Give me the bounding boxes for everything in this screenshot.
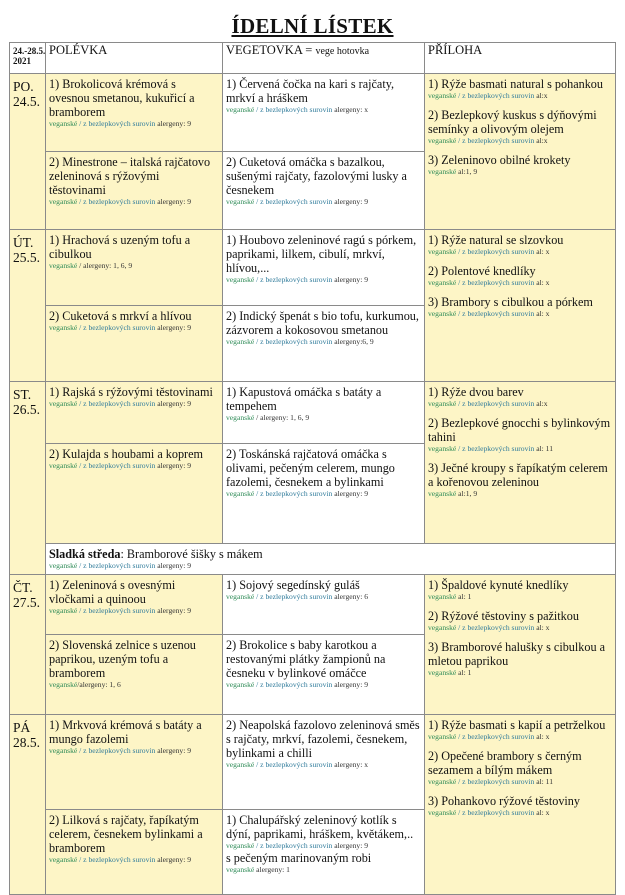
side-dish-name: 3) Zeleninovo obilné krokety	[428, 153, 571, 167]
soup-cell	[46, 74, 223, 152]
soup-cell	[46, 152, 223, 230]
veg-cell	[223, 635, 425, 715]
soup-name: 2) Kulajda s houbami a koprem	[49, 447, 203, 461]
side-dish-name: 1) Špaldové kynuté knedlíky	[428, 578, 569, 592]
side-dish-name: 3) Brambory s cibulkou a pórkem	[428, 295, 593, 309]
dish-meta: veganské / z bezlepkových surovin alergeny: 9	[49, 855, 192, 864]
dish-meta: veganské / z bezlepkových surovin al: x	[428, 808, 550, 817]
side-dish	[428, 578, 611, 602]
dish-meta: veganské alergeny: 1	[226, 865, 290, 874]
dish-meta: veganské al:1, 9	[428, 167, 478, 176]
soup-cell	[46, 810, 223, 895]
dish-meta: veganské / z bezlepkových surovin al: x	[428, 309, 550, 318]
side-cell	[425, 74, 616, 230]
soup-cell	[46, 382, 223, 444]
soup-name: 2) Minestrone – italská rajčatovo zeleninová s rýžovými těstovinami	[49, 155, 211, 197]
side-dish	[428, 264, 611, 288]
side-dish-name: 1) Rýže basmati natural s pohankou	[428, 77, 603, 91]
dish-meta: veganské / z bezlepkových surovin alergeny: 9	[49, 119, 192, 128]
side-dish	[428, 153, 611, 177]
dish-meta: veganské / z bezlepkových surovin alergeny: 9	[226, 197, 369, 206]
soup-cell	[46, 306, 223, 382]
side-dish	[428, 718, 611, 742]
veg-cell	[223, 575, 425, 635]
day-label: PO. 24.5.	[10, 74, 46, 230]
date-range-header: 24.-28.5. 2021	[10, 43, 46, 74]
soup-cell	[46, 575, 223, 635]
header-row	[10, 43, 616, 74]
veg-column-header: VEGETOVKA = vege hotovka	[223, 43, 425, 74]
dish-meta: veganské / z bezlepkových surovin al: x	[428, 623, 550, 632]
dish-meta: veganské al: 1	[428, 592, 472, 601]
soup-name: 1) Rajská s rýžovými těstovinami	[49, 385, 213, 399]
dish-meta: veganské / z bezlepkových surovin al:x	[428, 399, 548, 408]
sweet-cell	[46, 544, 616, 575]
dish-meta: veganské / z bezlepkových surovin alergeny: 9	[49, 399, 192, 408]
side-dish	[428, 640, 611, 678]
dish-meta: veganské / z bezlepkových surovin alergeny: 9	[49, 323, 192, 332]
soup-cell	[46, 230, 223, 306]
side-dish-name: 3) Ječné kroupy s řapíkatým celerem a kořenovou zeleninou	[428, 461, 608, 489]
veg-name: 1) Sojový segedínský guláš	[226, 578, 360, 592]
veg-name: 1) Chalupářský zeleninový kotlík s dýní, paprikami, hráškem, květákem,..	[226, 813, 414, 841]
dish-meta: veganské / alergeny: 1, 6, 9	[226, 413, 310, 422]
veg-name: 2) Neapolská fazolovo zeleninová směs s rajčaty, mrkví, fazolemi, česnekem, bylinkami a chilli	[226, 718, 420, 760]
day-row	[10, 382, 616, 444]
soup-name: 1) Hrachová s uzeným tofu a cibulkou	[49, 233, 191, 261]
veg-name: 1) Houbovo zeleninové ragú s pórkem, paprikami, lilkem, cibulí, mrkví, hlívou,...	[226, 233, 417, 275]
side-dish	[428, 295, 611, 319]
side-dish	[428, 461, 611, 499]
side-dish	[428, 77, 611, 101]
soup-name: 1) Mrkvová krémová s batáty a mungo fazolemi	[49, 718, 202, 746]
soup-name: 2) Lilková s rajčaty, řapíkatým celerem, česnekem bylinkami a bramborem	[49, 813, 203, 855]
dish-meta: veganské / z bezlepkových surovin alergeny: x	[226, 760, 369, 769]
side-cell	[425, 382, 616, 544]
dish-meta: veganské / z bezlepkových surovin alergeny: 9	[49, 197, 192, 206]
soup-name: 2) Cuketová s mrkví a hlívou	[49, 309, 192, 323]
soup-name: 1) Brokolicová krémová s ovesnou smetanou, kukuřicí a bramborem	[49, 77, 195, 119]
veg-cell	[223, 382, 425, 444]
veg-name: 2) Brokolice s baby karotkou a restovanými plátky žampionů na česneku v bylinkové omáčce	[226, 638, 386, 680]
day-label: ST. 26.5.	[10, 382, 46, 575]
veg-cell	[223, 715, 425, 810]
side-dish	[428, 794, 611, 818]
side-dish-name: 3) Pohankovo rýžové těstoviny	[428, 794, 580, 808]
side-dish-name: 3) Bramborové halušky s cibulkou a mletou paprikou	[428, 640, 606, 668]
soup-cell	[46, 635, 223, 715]
veg-cell	[223, 230, 425, 306]
veg-cell	[223, 152, 425, 230]
side-dish-name: 2) Opečené brambory s černým sezamem a bílým mákem	[428, 749, 582, 777]
soup-column-header: POLÉVKA	[46, 43, 223, 74]
side-dish	[428, 749, 611, 787]
side-dish	[428, 416, 611, 454]
dish-meta: veganské al: 1	[428, 668, 472, 677]
side-dish-name: 1) Rýže dvou barev	[428, 385, 524, 399]
day-label: PÁ 28.5.	[10, 715, 46, 895]
side-dish-name: 1) Rýže basmati s kapií a petrželkou	[428, 718, 606, 732]
veg-cell	[223, 810, 425, 895]
day-row	[10, 74, 616, 152]
dish-meta: veganské / z bezlepkových surovin alergeny: 9	[226, 489, 369, 498]
side-dish	[428, 233, 611, 257]
dish-meta: veganské / z bezlepkových surovin alergeny: 9	[49, 746, 192, 755]
veg-cell	[223, 444, 425, 544]
side-dish-name: 2) Polentové knedlíky	[428, 264, 536, 278]
veg-name: 1) Kapustová omáčka s batáty a tempehem	[226, 385, 382, 413]
dish-meta: veganské / z bezlepkových surovin alergeny: 9	[226, 275, 369, 284]
side-dish-name: 1) Rýže natural se slzovkou	[428, 233, 564, 247]
day-row	[10, 715, 616, 810]
soup-cell	[46, 715, 223, 810]
dish-meta: veganské / z bezlepkových surovin al:x	[428, 136, 548, 145]
veg-cell	[223, 74, 425, 152]
sweet-row	[10, 544, 616, 575]
side-dish	[428, 385, 611, 409]
dish-meta: veganské / z bezlepkových surovin alergeny: 9	[49, 561, 192, 570]
menu-title: ÍDELNÍ LÍSTEK	[231, 14, 394, 38]
veg-name: 2) Toskánská rajčatová omáčka s olivami, pečeným celerem, mungo fazolemi, česnekem a bylinkami	[226, 447, 395, 489]
dish-meta: veganské / alergeny: 1, 6, 9	[49, 261, 133, 270]
side-dish-name: 2) Rýžové těstoviny s pažitkou	[428, 609, 579, 623]
day-row	[10, 575, 616, 635]
dish-meta: veganské / z bezlepkových surovin alergeny: 6	[226, 592, 369, 601]
dish-meta: veganské / z bezlepkových surovin al: x	[428, 278, 550, 287]
dish-meta: veganské / z bezlepkových surovin al:x	[428, 91, 548, 100]
dish-meta: veganské / z bezlepkových surovin alergeny: 9	[226, 841, 369, 850]
side-dish-name: 2) Bezlepkové gnocchi s bylinkovým tahini	[428, 416, 611, 444]
veg-extra: s pečeným marinovaným robi	[226, 851, 372, 865]
side-dish-name: 2) Bezlepkový kuskus s dýňovými semínky a olivovým olejem	[428, 108, 597, 136]
dish-meta: veganské / z bezlepkových surovin al: 11	[428, 444, 553, 453]
side-dish	[428, 609, 611, 633]
veg-name: 2) Indický špenát s bio tofu, kurkumou, zázvorem a kokosovou smetanou	[226, 309, 419, 337]
sweet-dish: Sladká středa: Bramborové šišky s mákem	[49, 547, 263, 561]
dish-meta: veganské / z bezlepkových surovin al: x	[428, 732, 550, 741]
day-label: ČT. 27.5.	[10, 575, 46, 715]
dish-meta: veganské / z bezlepkových surovin al: x	[428, 247, 550, 256]
menu-table	[9, 42, 616, 895]
veg-name: 2) Cuketová omáčka s bazalkou, sušenými rajčaty, fazolovými lusky a česnekem	[226, 155, 407, 197]
side-column-header: PŘÍLOHA	[425, 43, 616, 74]
side-cell	[425, 575, 616, 715]
soup-name: 1) Zeleninová s ovesnými vločkami a quinoou	[49, 578, 176, 606]
dish-meta: veganské / z bezlepkových surovin alergeny: 9	[226, 680, 369, 689]
dish-meta: veganské / z bezlepkových surovin al: 11	[428, 777, 553, 786]
dish-meta: veganské / z bezlepkových surovin alergeny: 9	[49, 461, 192, 470]
side-dish	[428, 108, 611, 146]
day-row	[10, 230, 616, 306]
soup-name: 2) Slovenská zelnice s uzenou paprikou, uzeným tofu a bramborem	[49, 638, 196, 680]
dish-meta: veganské / z bezlepkových surovin alergeny:6, 9	[226, 337, 374, 346]
soup-cell	[46, 444, 223, 544]
dish-meta: veganské/alergeny: 1, 6	[49, 680, 121, 689]
dish-meta: veganské / z bezlepkových surovin alergeny: 9	[49, 606, 192, 615]
side-cell	[425, 715, 616, 895]
side-cell	[425, 230, 616, 382]
day-label: ÚT. 25.5.	[10, 230, 46, 382]
dish-meta: veganské / z bezlepkových surovin alergeny: x	[226, 105, 369, 114]
veg-name: 1) Červená čočka na kari s rajčaty, mrkví a hráškem	[226, 77, 395, 105]
veg-cell	[223, 306, 425, 382]
dish-meta: veganské al:1, 9	[428, 489, 478, 498]
